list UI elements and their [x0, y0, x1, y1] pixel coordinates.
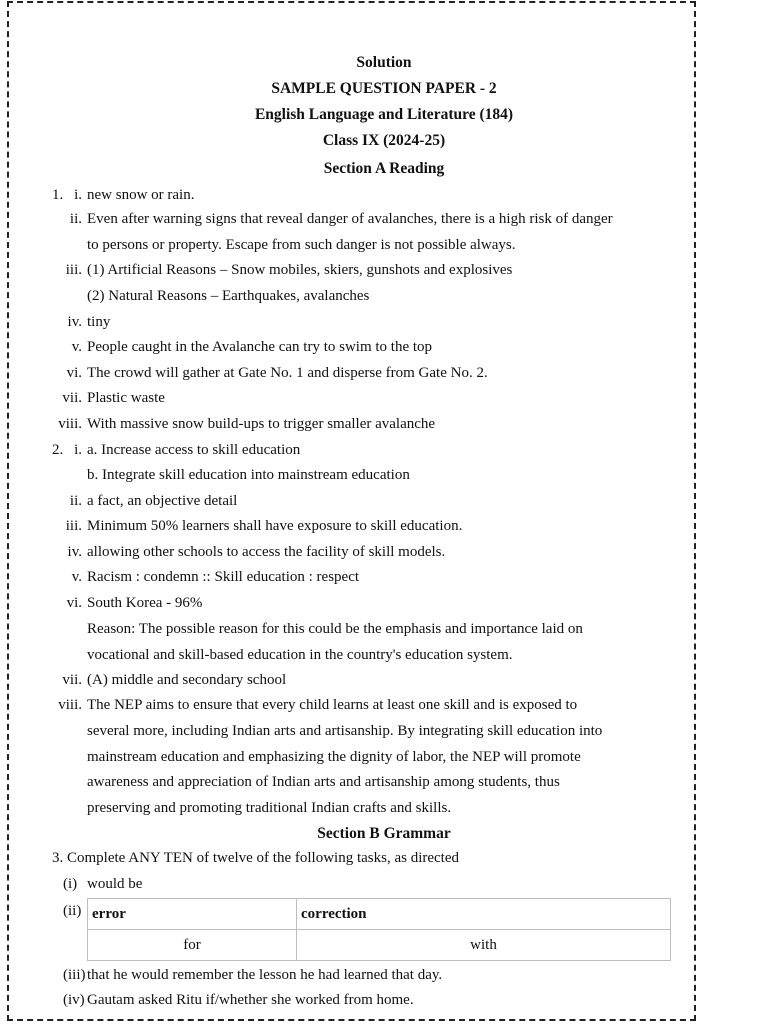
- section-a-title: Section A Reading: [323, 160, 445, 177]
- q1-vi-answer: The crowd will gather at Gate No. 1 and disperse from Gate No. 2.: [87, 365, 488, 381]
- q1-viii-numeral: viii.: [58, 416, 82, 432]
- q1-iii-answer-line1: (1) Artificial Reasons – Snow mobiles, skiers, gunshots and explosives: [87, 262, 513, 278]
- q1-ii-answer-line2: to persons or property. Escape from such danger is not possible always.: [87, 237, 516, 253]
- q2-i-numeral: i.: [74, 442, 82, 458]
- q1-ii-answer-line1: Even after warning signs that reveal danger of avalanches, there is a high risk of danger: [87, 211, 613, 227]
- q2-v-numeral: v.: [71, 569, 82, 585]
- q2-vii-answer: (A) middle and secondary school: [87, 672, 287, 688]
- class-title: Class IX (2024-25): [322, 132, 446, 149]
- q3-iii-answer: that he would remember the lesson he had learned that day.: [87, 967, 443, 983]
- q1-vi-numeral: vi.: [66, 365, 82, 381]
- q2-vi-numeral: vi.: [66, 595, 82, 611]
- q2-iv-answer: allowing other schools to access the facility of skill models.: [87, 544, 446, 560]
- q2-iii-numeral: iii.: [65, 518, 82, 534]
- paper-title: SAMPLE QUESTION PAPER - 2: [271, 80, 497, 97]
- page-border: [7, 1, 696, 1021]
- solution-heading: Solution: [356, 54, 412, 71]
- q2-v-answer: Racism : condemn :: Skill education : respect: [87, 569, 360, 585]
- error-correction-table: [87, 898, 671, 961]
- q3-iv-answer: Gautam asked Ritu if/whether she worked from home.: [87, 992, 414, 1008]
- q1-iv-numeral: iv.: [67, 314, 82, 330]
- q2-vi-answer-line1: South Korea - 96%: [87, 595, 203, 611]
- q2-viii-answer-line2: several more, including Indian arts and artisanship. By integrating skill education into: [87, 723, 603, 739]
- q2-i-answer-line1: a. Increase access to skill education: [87, 442, 301, 458]
- q3-ii-label: (ii): [63, 903, 82, 919]
- q2-viii-answer-line1: The NEP aims to ensure that every child learns at least one skill and is exposed to: [87, 697, 578, 713]
- q2-viii-numeral: viii.: [58, 697, 82, 713]
- q2-vi-answer-line2: Reason: The possible reason for this could be the emphasis and importance laid on: [87, 621, 583, 637]
- q3-iii-label: (iii): [63, 967, 86, 983]
- q1-i-numeral: i.: [74, 187, 82, 203]
- q1-viii-answer: With massive snow build-ups to trigger smaller avalanche: [87, 416, 436, 432]
- table-row: [88, 930, 671, 961]
- q2-i-answer-line2: b. Integrate skill education into mainstream education: [87, 467, 410, 483]
- q1-vii-answer: Plastic waste: [87, 390, 165, 406]
- q1-vii-numeral: vii.: [62, 390, 82, 406]
- q2-viii-answer-line5: preserving and promoting traditional Indian crafts and skills.: [87, 800, 452, 816]
- q2-iii-answer: Minimum 50% learners shall have exposure to skill education.: [87, 518, 463, 534]
- subject-title: English Language and Literature (184): [254, 106, 514, 123]
- q1-iii-answer-line2: (2) Natural Reasons – Earthquakes, avalanches: [87, 288, 370, 304]
- table-cell-correction: with: [297, 930, 671, 961]
- q1-ii-numeral: ii.: [69, 211, 82, 227]
- question-2-number: 2.: [52, 442, 64, 458]
- q1-v-answer: People caught in the Avalanche can try to swim to the top: [87, 339, 433, 355]
- q2-vii-numeral: vii.: [62, 672, 82, 688]
- question-1-number: 1.: [52, 187, 64, 203]
- q2-viii-answer-line4: awareness and appreciation of Indian arts and artisanship among students, thus: [87, 774, 560, 790]
- q2-ii-answer: a fact, an objective detail: [87, 493, 238, 509]
- table-cell-error: for: [88, 930, 297, 961]
- q3-i-label: (i): [63, 876, 78, 892]
- q1-i-answer: new snow or rain.: [87, 187, 195, 203]
- q2-iv-numeral: iv.: [67, 544, 82, 560]
- q1-iv-answer: tiny: [87, 314, 111, 330]
- table-header-correction: correction: [297, 899, 671, 930]
- section-b-title: Section B Grammar: [317, 825, 451, 842]
- table-header-row: [88, 899, 671, 930]
- q3-i-answer: would be: [87, 876, 143, 892]
- q2-viii-answer-line3: mainstream education and emphasizing the dignity of labor, the NEP will promote: [87, 749, 581, 765]
- table-header-error: error: [88, 899, 297, 930]
- q2-vi-answer-line3: vocational and skill-based education in the country's education system.: [87, 647, 513, 663]
- q2-ii-numeral: ii.: [69, 493, 82, 509]
- q3-iv-label: (iv): [63, 992, 85, 1008]
- q1-v-numeral: v.: [71, 339, 82, 355]
- q1-iii-numeral: iii.: [65, 262, 82, 278]
- question-3-stem: 3. Complete ANY TEN of twelve of the following tasks, as directed: [52, 850, 459, 866]
